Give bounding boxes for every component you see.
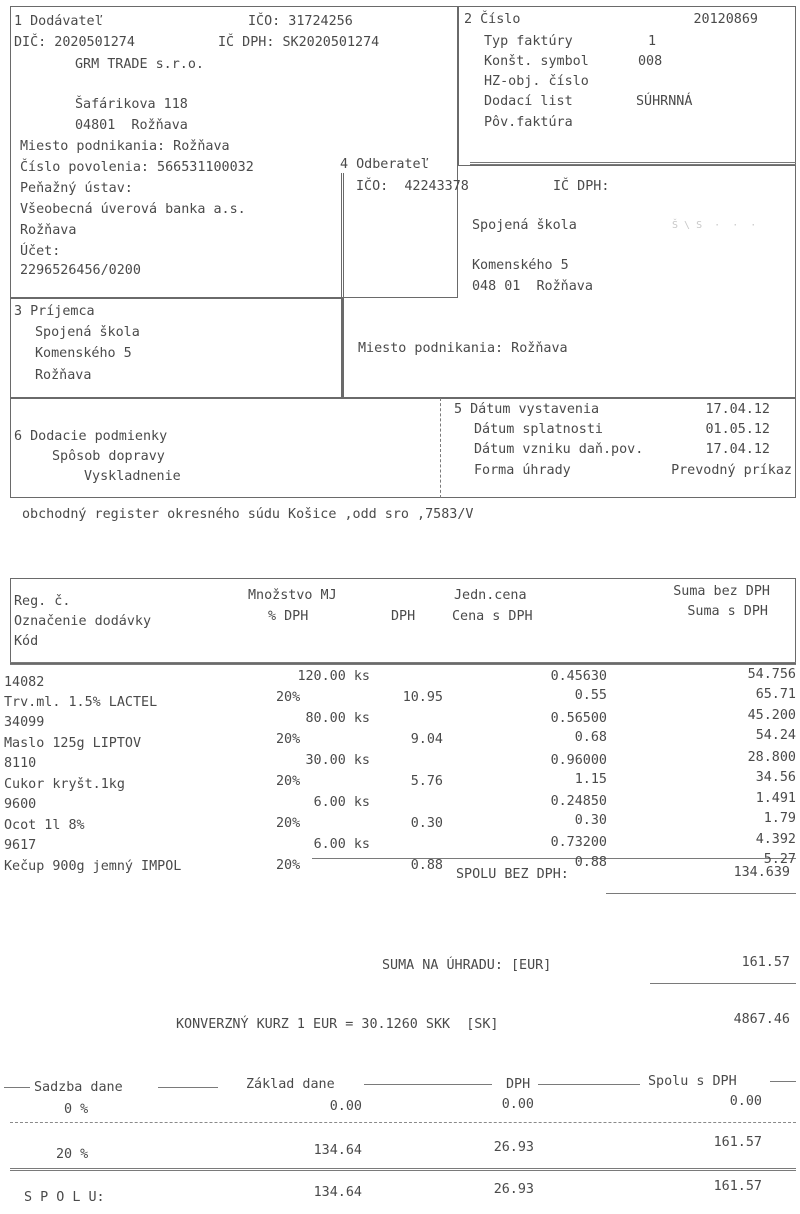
const-symbol-label: Konšt. symbol [484,54,589,69]
item-sum-vat: 34.56 [755,770,796,785]
vat-sum-base: 134.64 [313,1185,362,1200]
item-code: 34099 [4,715,45,730]
tax-date: 17.04.12 [705,442,770,457]
item-name: Trv.ml. 1.5% LACTEL [4,695,158,710]
item-qty: 120.00 ks [297,669,370,684]
vat-sum-total: 161.57 [713,1179,762,1194]
supplier-permit: Číslo povolenia: 566531100032 [20,160,254,175]
item-vat-pct: 20% [276,690,301,705]
header-unit-price: Jedn.cena [454,588,527,603]
header-item: Označenie dodávky [14,614,152,629]
vat-header-total: Spolu s DPH [648,1074,737,1089]
item-code: 9600 [4,797,37,812]
item-vat-pct: 20% [276,816,301,831]
header-vat: DPH [391,609,416,624]
item-sum-vat: 5.27 [763,852,796,867]
item-code: 8110 [4,756,37,771]
invoice-type-label: Typ faktúry [484,34,573,49]
supplier-title: 1 Dodávateľ [14,14,103,29]
recipient-title: 3 Príjemca [14,304,95,319]
vat-rate: 0 % [64,1102,89,1117]
bank-name: Všeobecná úverová banka a.s. [20,202,246,217]
original-invoice-label: Pôv.faktúra [484,115,573,130]
due-rule [650,983,796,984]
item-unit-price: 0.45630 [550,669,607,684]
supplier-name: GRM TRADE s.r.o. [75,57,204,72]
item-vat: 5.76 [410,774,443,789]
item-unit-price: 0.96000 [550,753,607,768]
vat-amount: 26.93 [493,1140,534,1155]
item-name: Kečup 900g jemný IMPOL [4,859,182,874]
item-sum: 54.756 [747,667,796,682]
buyer-icdph: IČ DPH: [553,179,610,194]
buyer-stamp: Š \ S · · · [672,220,757,231]
buyer-ico: IČO: 42243378 [356,179,469,194]
total-novat: 134.639 [733,865,790,880]
item-unit-price: 0.56500 [550,711,607,726]
delivery-note-label: Dodací list [484,94,573,109]
item-name: Ocot 1l 8% [4,818,85,833]
item-sum: 1.491 [755,791,796,806]
item-unit-price: 0.24850 [550,794,607,809]
item-unit-price-vat: 1.15 [574,772,607,787]
supplier-icdph: IČ DPH: SK2020501274 [218,35,380,50]
item-sum: 28.800 [747,750,796,765]
item-name: Maslo 125g LIPTOV [4,736,142,751]
conversion-rate-label: KONVERZNÝ KURZ 1 EUR = 30.1260 SKK [SK] [176,1017,499,1032]
buyer-street: Komenského 5 [472,258,569,273]
item-vat: 0.88 [410,858,443,873]
item-sum: 4.392 [755,832,796,847]
item-sum-vat: 65.71 [755,687,796,702]
buyer-title: 4 Odberateľ [340,157,429,172]
vat-header-base: Základ dane [246,1077,335,1092]
recipient-city: Rožňava [35,368,92,383]
due-date: 01.05.12 [705,422,770,437]
vat-rule-1 [10,1122,796,1123]
item-sum-vat: 1.79 [763,811,796,826]
bank-city: Rožňava [20,223,77,238]
buyer-business-place: Miesto podnikania: Rožňava [358,341,568,356]
recipient-name: Spojená škola [35,325,140,340]
item-sum-vat: 54.24 [755,728,796,743]
issue-date-label: 5 Dátum vystavenia [454,402,600,417]
supplier-city: 04801 Rožňava [75,118,188,133]
dispatch-label: Vyskladnenie [84,469,181,484]
header-reg: Reg. č. [14,594,71,609]
vat-header-vat: DPH [506,1077,531,1092]
vat-base: 0.00 [329,1099,362,1114]
delivery-title: 6 Dodacie podmienky [14,429,168,444]
supplier-business-place: Miesto podnikania: Rožňava [20,139,230,154]
header-sum-novat: Suma bez DPH [673,584,770,599]
item-code: 14082 [4,675,45,690]
header-price-vat: Cena s DPH [452,609,533,624]
vat-total: 161.57 [713,1135,762,1150]
vat-sum-label: S P O L U: [24,1190,105,1205]
buyer-name: Spojená škola [472,218,577,233]
const-symbol-value: 008 [638,54,663,69]
amount-due-label: SUMA NA ÚHRADU: [EUR] [382,958,552,973]
supplier-dic: DIČ: 2020501274 [14,35,135,50]
item-qty: 6.00 ks [313,837,370,852]
item-qty: 6.00 ks [313,795,370,810]
item-unit-price: 0.73200 [550,835,607,850]
vat-rule-2 [10,1168,796,1171]
vat-total: 0.00 [729,1094,762,1109]
transport-label: Spôsob dopravy [52,449,165,464]
total-novat-label: SPOLU BEZ DPH: [456,867,569,882]
invoice-type-value: 1 [648,34,657,49]
order-number-label: HZ-obj. číslo [484,74,589,89]
payment-method: Prevodný príkaz [671,463,792,478]
vat-amount: 0.00 [501,1097,534,1112]
item-vat-pct: 20% [276,858,301,873]
recipient-street: Komenského 5 [35,346,132,361]
item-vat-pct: 20% [276,774,301,789]
item-vat: 9.04 [410,732,443,747]
item-vat: 10.95 [402,690,443,705]
vat-rate: 20 % [56,1147,89,1162]
table-header-rule [10,662,796,665]
supplier-ico: IČO: 31724256 [248,14,353,29]
due-date-label: Dátum splatnosti [474,422,603,437]
tax-date-label: Dátum vzniku daň.pov. [474,442,644,457]
item-sum: 45.200 [747,708,796,723]
conversion-rate-value: 4867.46 [733,1012,790,1027]
bank-label: Peňažný ústav: [20,181,133,196]
buyer-city: 048 01 Rožňava [472,279,593,294]
vat-header-rule-e [770,1081,796,1082]
novat-rule [606,893,796,894]
item-qty: 30.00 ks [305,753,370,768]
vat-header-rule-b [158,1087,218,1088]
vat-sum-vat: 26.93 [493,1182,534,1197]
buyer-top-rule [470,162,796,165]
item-code: 9617 [4,838,37,853]
dates-divider [440,398,441,498]
amount-due: 161.57 [741,955,790,970]
item-unit-price-vat: 0.30 [574,813,607,828]
header-vat-pct: % DPH [268,609,309,624]
item-vat: 0.30 [410,816,443,831]
header-code: Kód [14,634,39,649]
items-end-rule [312,858,796,859]
invoice-number-label: 2 Číslo [464,12,521,27]
supplier-street: Šafárikova 118 [75,97,188,112]
issue-date: 17.04.12 [705,402,770,417]
account-label: Účet: [20,244,61,259]
invoice-number: 20120869 [693,12,758,27]
vat-base: 134.64 [313,1143,362,1158]
vat-header-rule-c [364,1084,492,1085]
header-qty: Množstvo MJ [248,588,337,603]
payment-method-label: Forma úhrady [474,463,571,478]
item-unit-price-vat: 0.55 [574,688,607,703]
item-unit-price-vat: 0.88 [574,855,607,870]
vat-header-rule-a [4,1087,30,1088]
commercial-register: obchodný register okresného súdu Košice ,odd sro ,7583/V [22,507,474,522]
vat-header-rule-d [538,1084,640,1085]
header-sum-vat: Suma s DPH [687,604,768,619]
account-number: 2296526456/0200 [20,263,141,278]
vat-header-rate: Sadzba dane [34,1080,123,1095]
delivery-note-value: SÚHRNNÁ [636,94,693,109]
item-qty: 80.00 ks [305,711,370,726]
item-name: Cukor kryšt.1kg [4,777,125,792]
item-unit-price-vat: 0.68 [574,730,607,745]
item-vat-pct: 20% [276,732,301,747]
